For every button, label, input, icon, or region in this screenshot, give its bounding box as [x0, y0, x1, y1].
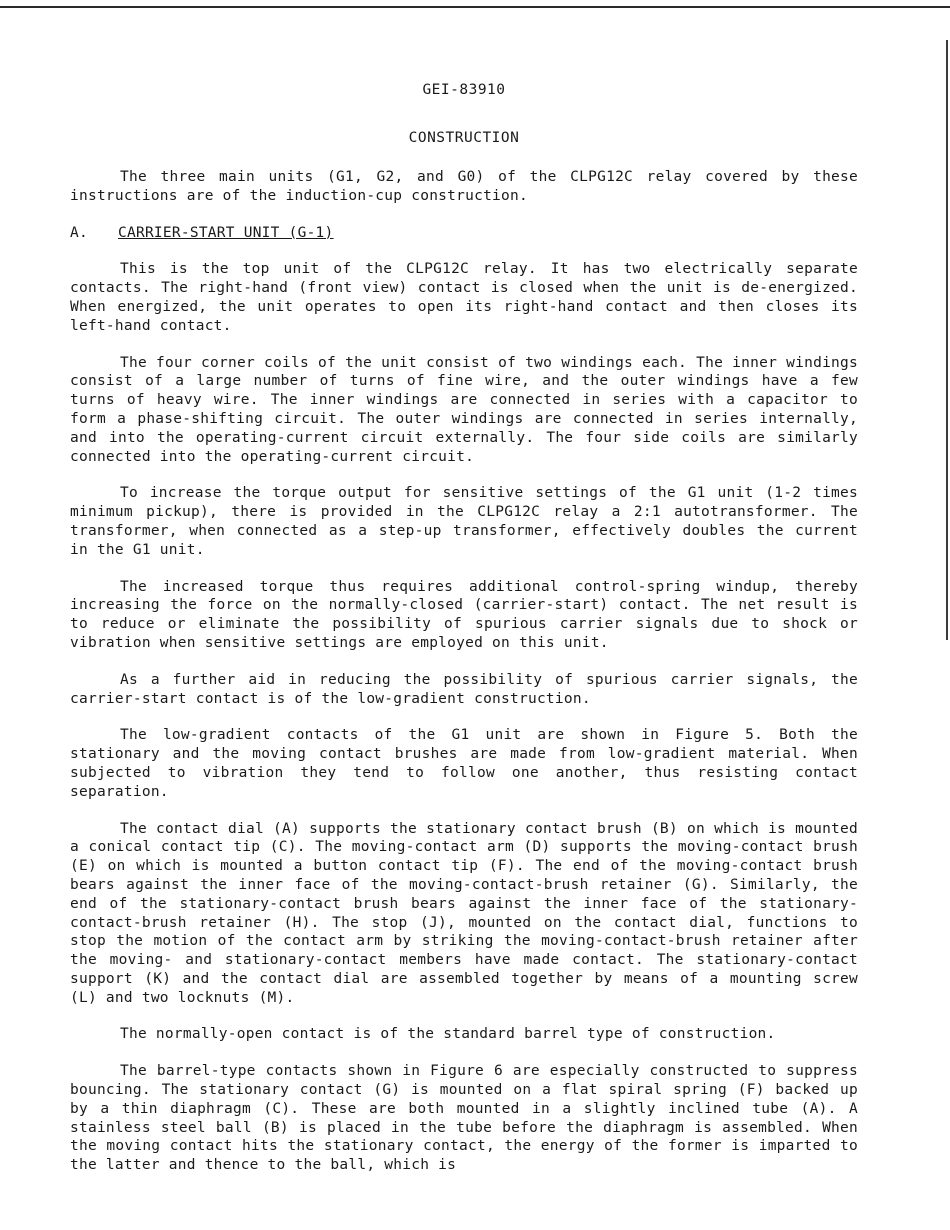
subsection-title: CARRIER-START UNIT (G-1)	[118, 224, 334, 241]
top-border-line	[0, 6, 950, 8]
paragraph-corner-coils: The four corner coils of the unit consist of two windings each. The inner windings consist of a large number of turns of fine wire, and the outer windings have a few turns of heavy wire. The inner windings are connected in series with a capacitor to form a phase-shifting circuit. The outer windings are connected in series internally, and into the operating-current circuit externally. The four side coils are similarly connected into the operating-current circuit.	[70, 354, 858, 465]
right-edge-line	[946, 40, 948, 640]
paragraph-top-unit: This is the top unit of the CLPG12C relay. It has two electrically separate contacts. The right-hand (front view) contact is closed when the unit is de-energized. When energized, the unit operates to open its right-hand contact and then closes its left-hand contact.	[70, 261, 858, 334]
paragraph-torque-output: To increase the torque output for sensitive settings of the G1 unit (1-2 times minimum pickup), there is provided in the CLPG12C relay a 2:1 autotransformer. The transformer, when connected as a step-up transformer, effectively doubles the current in the G1 unit.	[70, 485, 858, 558]
intro-paragraph: The three main units (G1, G2, and G0) of the CLPG12C relay covered by these instructions are of the induction-cup construction.	[70, 169, 858, 204]
document-page	[70, 82, 858, 1193]
subsection-heading	[70, 224, 858, 243]
document-number: GEI-83910	[422, 82, 506, 98]
paragraph-further-aid: As a further aid in reducing the possibility of spurious carrier signals, the carrier-start contact is of the low-gradient construction.	[70, 671, 858, 707]
section-title: CONSTRUCTION	[408, 130, 520, 146]
paragraph-barrel-type: The barrel-type contacts shown in Figure 6 are especially constructed to suppress bouncing. The stationary contact (G) is mounted on a flat spiral spring (F) backed up by a thin diaphragm (C). These are both mounted in a slightly inclined tube (A). A stainless steel ball (B) is placed in the tube before the diaphragm is assembled. When the moving contact hits the stationary contact, the energy of the former is imparted to the latter and thence to the ball, which is	[70, 1063, 858, 1174]
paragraph-contact-dial: The contact dial (A) supports the stationary contact brush (B) on which is mounted a conical contact tip (C). The moving-contact arm (D) supports the moving-contact brush (E) on which is mounted a button contact tip (F). The end of the moving-contact brush bears against the inner face of the moving-contact-brush retainer (G). Similarly, the end of the stationary-contact brush bears against the inner face of the stationary-contact-brush retainer (H). The stop (J), mounted on the contact dial, functions to stop the motion of the contact arm by striking the moving-contact-brush retainer after the moving- and stationary-contact members have made contact. The stationary-contact support (K) and the contact dial are assembled together by means of a mounting screw (L) and two locknuts (M).	[70, 820, 858, 1006]
paragraph-low-gradient: The low-gradient contacts of the G1 unit are shown in Figure 5. Both the stationary and the moving contact brushes are made from low-gradient material. When subjected to vibration they tend to follow one another, thus resisting contact separation.	[70, 727, 858, 800]
subsection-letter: A.	[70, 224, 88, 241]
paragraph-increased-torque: The increased torque thus requires additional control-spring windup, thereby increasing the force on the normally-closed (carrier-start) contact. The net result is to reduce or eliminate the possibility of spurious carrier signals due to shock or vibration when sensitive settings are employed on this unit.	[70, 578, 858, 651]
paragraph-normally-open: The normally-open contact is of the standard barrel type of construction.	[120, 1026, 776, 1043]
